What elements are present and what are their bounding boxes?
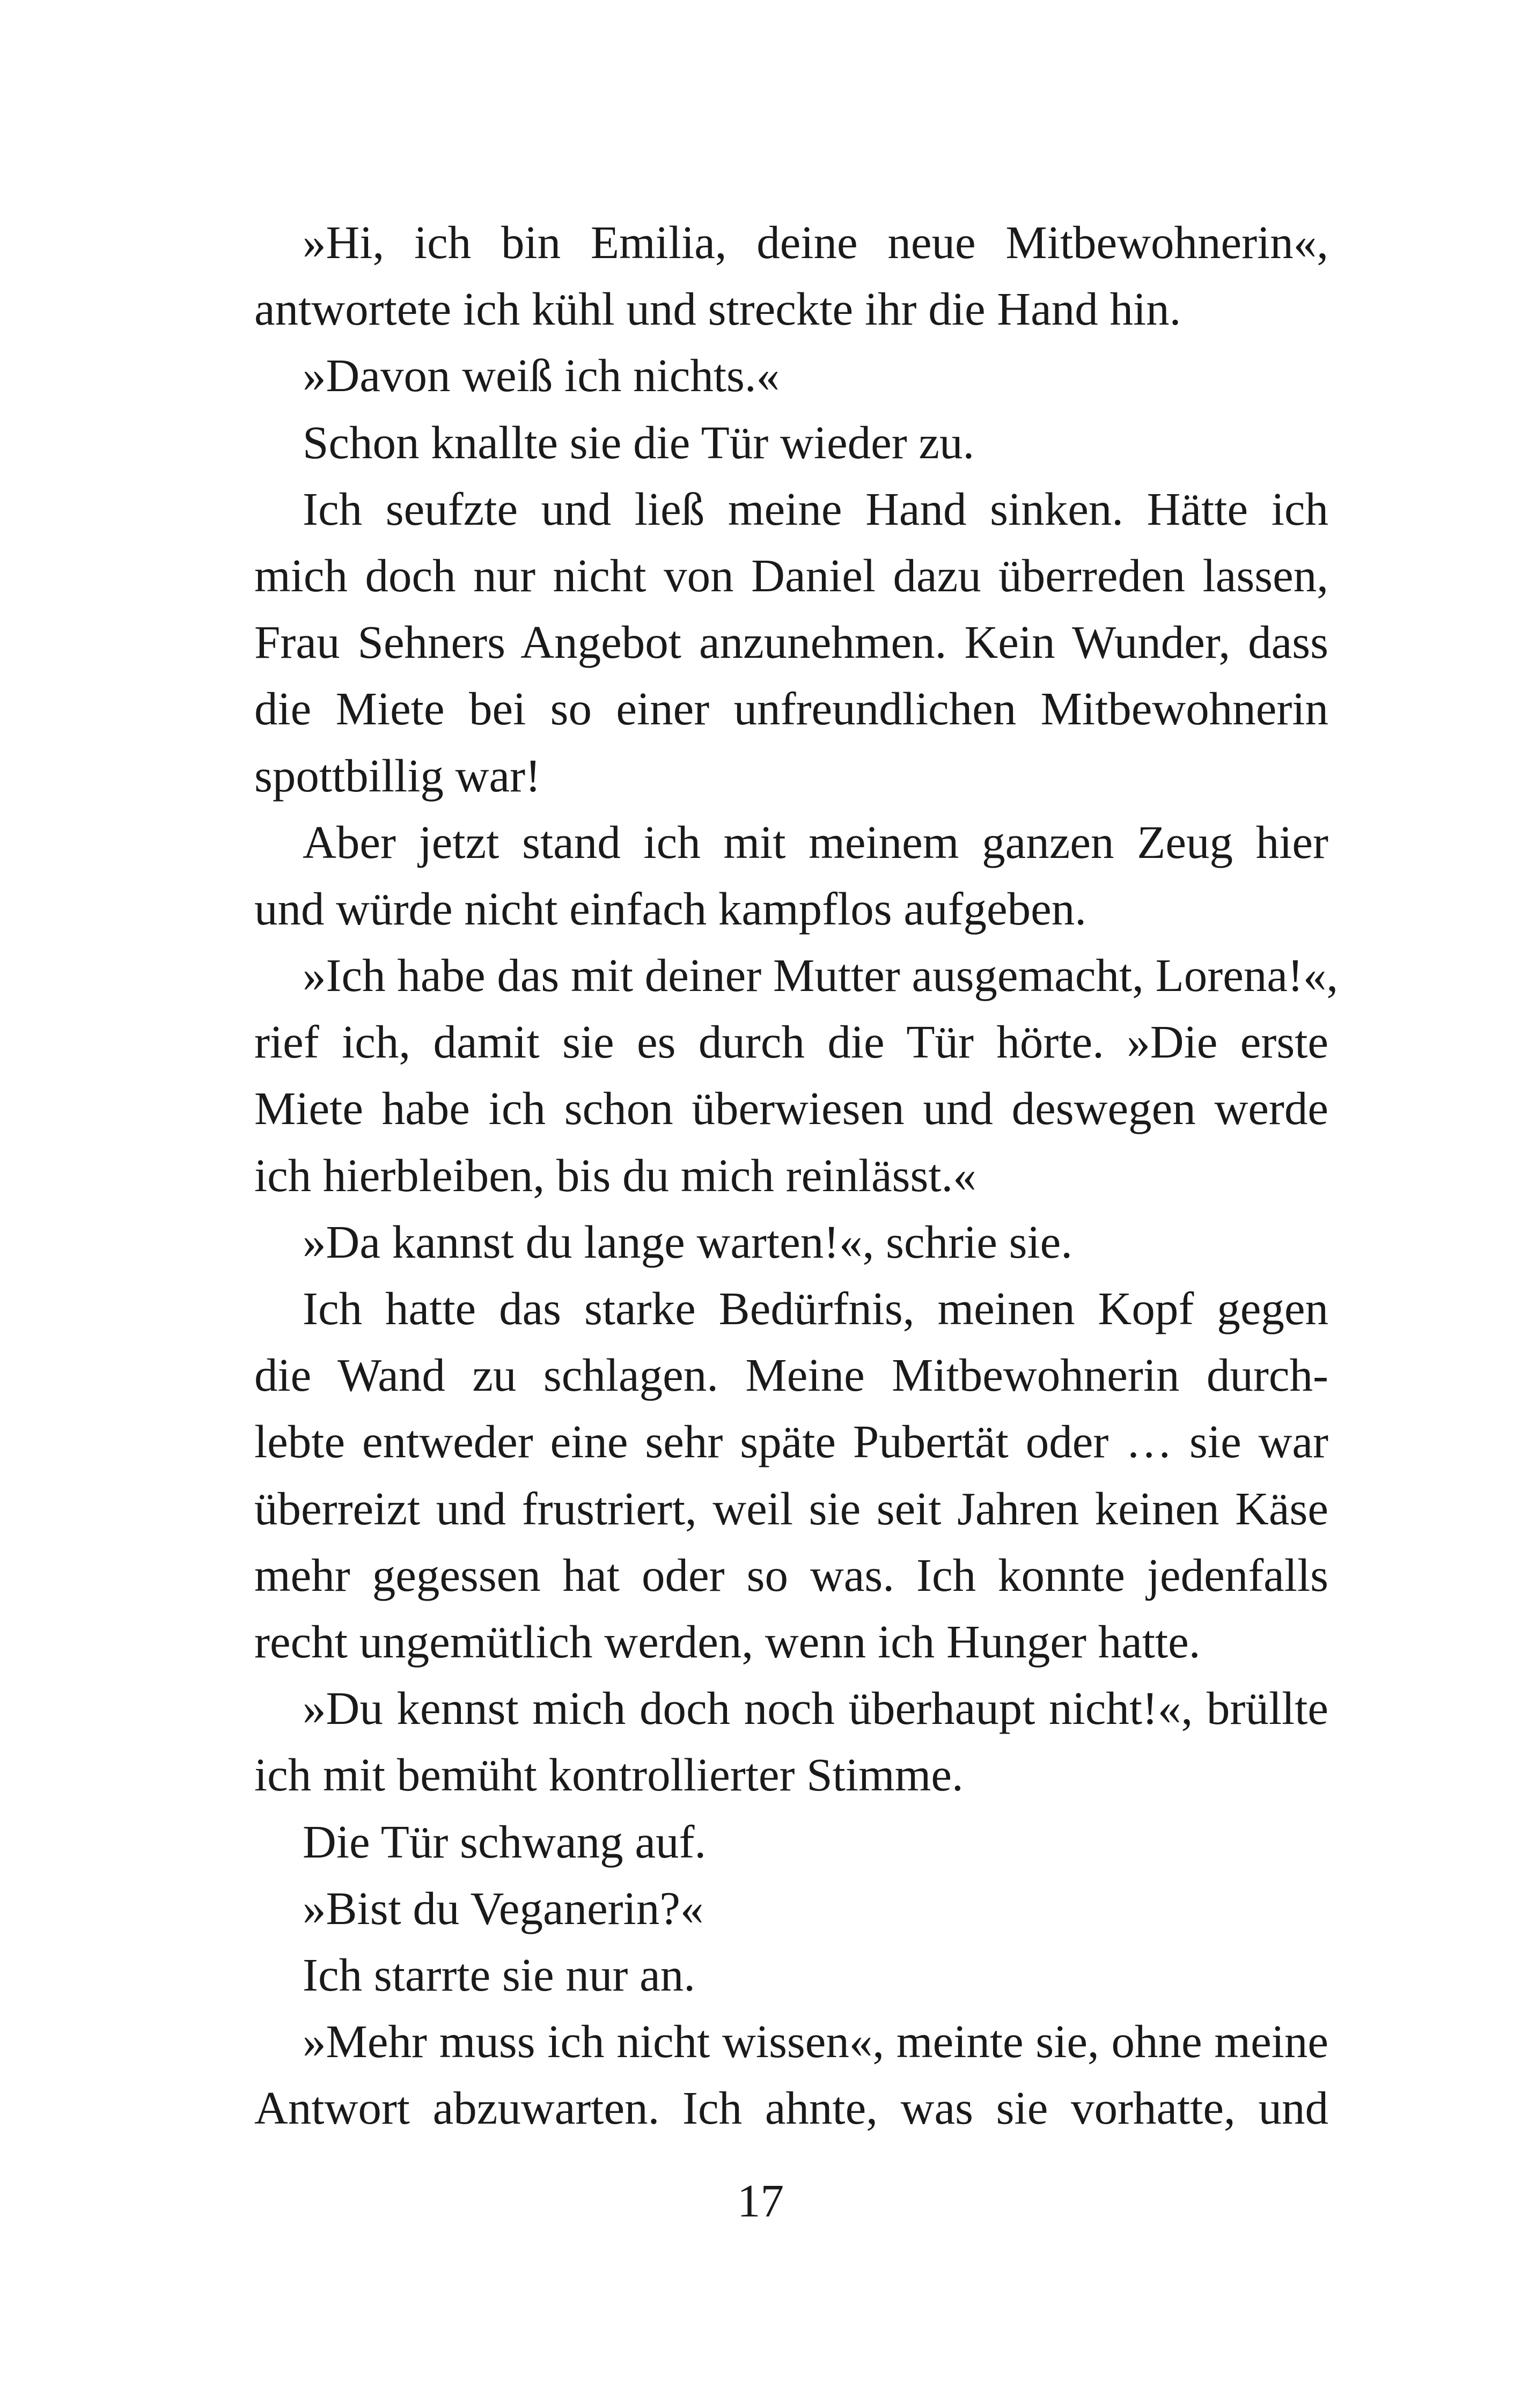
text-line: Aber jetzt stand ich mit meinem ganzen Zeug hier — [303, 816, 1328, 868]
text-line: und würde nicht einfach kampflos aufgeben. — [254, 882, 1086, 935]
text-line: überreizt und frustriert, weil sie seit Jahren keinen Käse — [254, 1482, 1328, 1535]
text-line: ich mit bemüht kontrollierter Stimme. — [254, 1749, 964, 1801]
text-line: mehr gegessen hat oder so was. Ich konnte jedenfalls — [254, 1548, 1328, 1601]
text-line: mich doch nur nicht von Daniel dazu überreden lassen, — [254, 549, 1328, 601]
text-line: Ich seufzte und ließ meine Hand sinken. Hätte ich — [303, 482, 1328, 535]
text-line: die Miete bei so einer unfreundlichen Mitbewohnerin — [254, 682, 1328, 735]
text-line: »Davon weiß ich nichts.« — [303, 349, 780, 402]
text-line: »Da kannst du lange warten!«, schrie sie. — [303, 1215, 1073, 1268]
text-line: Miete habe ich schon überwiesen und deswegen werde — [254, 1082, 1328, 1135]
text-line: »Mehr muss ich nicht wissen«, meinte sie, ohne meine — [303, 2015, 1328, 2068]
text-line: Frau Sehners Angebot anzunehmen. Kein Wunder, dass — [254, 616, 1328, 669]
text-line: »Ich habe das mit deiner Mutter ausgemacht, Lorena!«, — [303, 949, 1339, 1002]
text-line: Ich starrte sie nur an. — [303, 1948, 695, 2001]
text-line: recht ungemütlich werden, wenn ich Hunger hatte. — [254, 1615, 1201, 1668]
page-number: 17 — [737, 2175, 784, 2227]
text-line: rief ich, damit sie es durch die Tür hörte. »Die erste — [254, 1016, 1328, 1068]
text-line: Antwort abzuwarten. Ich ahnte, was sie vorhatte, und — [254, 2082, 1328, 2134]
text-line: Schon knallte sie die Tür wieder zu. — [303, 416, 975, 468]
text-line: antwortete ich kühl und streckte ihr die Hand hin. — [254, 283, 1181, 335]
text-line: lebte entweder eine sehr späte Pubertät oder … sie war — [254, 1415, 1328, 1468]
text-line: spottbillig war! — [254, 749, 541, 802]
text-line: »Du kennst mich doch noch überhaupt nicht!«, brüllte — [303, 1682, 1328, 1735]
body-text — [254, 209, 1339, 2141]
text-line: »Bist du Veganerin?« — [303, 1882, 704, 1934]
text-line: Die Tür schwang auf. — [303, 1815, 707, 1868]
text-line: ich hierbleiben, bis du mich reinlässt.« — [254, 1149, 976, 1201]
text-line: die Wand zu schlagen. Meine Mitbewohnerin durch- — [254, 1349, 1328, 1401]
text-line: »Hi, ich bin Emilia, deine neue Mitbewohnerin«, — [303, 216, 1328, 268]
text-line: Ich hatte das starke Bedürfnis, meinen Kopf gegen — [303, 1282, 1328, 1334]
